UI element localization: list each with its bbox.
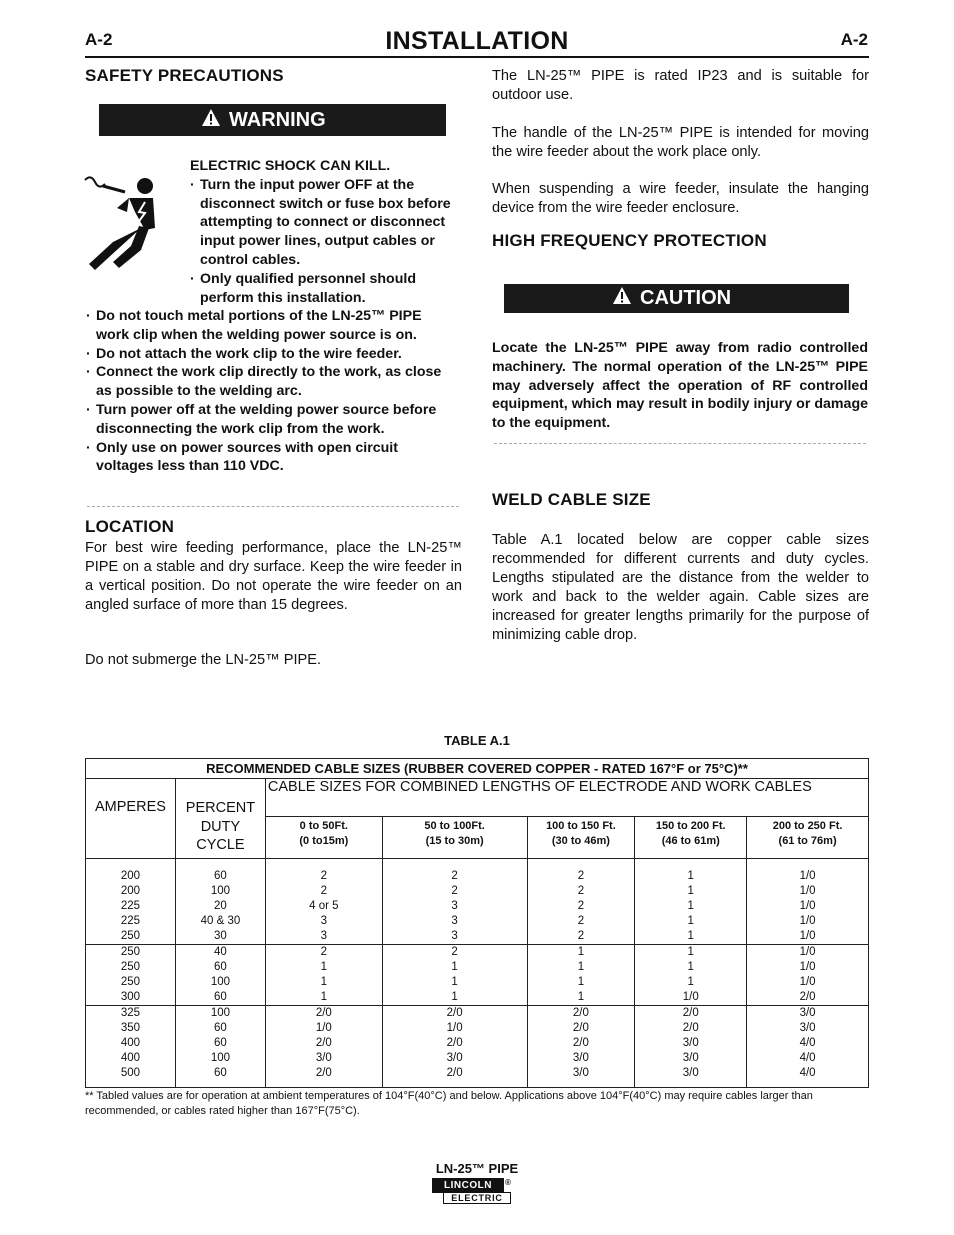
table-cell-value: 1 [687,961,694,973]
length-header: 50 to 100Ft. (15 to 30m) [382,817,527,859]
duty-cycle-cell [175,1006,265,1088]
shock-bullet: · Turn the input power OFF at the disconnect switch or fuse box before attempting to connect or disconnect input power lines, output cables or control cables. [190,176,451,268]
table-cell-value: 2 [577,870,585,882]
cable-size-table [85,758,869,1088]
table-footnote: ** Tabled values are for operation at ambient temperatures of 104°F(40°C) and below. Applications above 104°F(40°C) may require cables larger than recommended, or cables rated higher than 167°F(75°C). [85,1090,813,1117]
table-cell-value: 3/0 [682,1067,699,1079]
handle-paragraph: The handle of the LN-25™ PIPE is intended for moving the wire feeder about the work place only. [492,125,869,160]
table-cell-value: 400 [120,1052,141,1064]
section-divider [494,443,866,444]
table-cell-value: 1/0 [799,976,816,988]
table-cell-value: 1/0 [799,946,816,958]
location-heading: LOCATION [85,517,175,536]
table-cell-value: 2/0 [446,1067,463,1079]
table-cell-value: 1 [320,961,328,973]
warning-banner [99,104,446,136]
cable-size-cell [265,1006,382,1088]
table-cell-value: 3 [451,930,458,942]
table-cell-value: 200 [120,885,141,897]
safety-bullet: · Turn power off at the welding power source before disconnecting the work clip from the work. [86,401,437,437]
table-cell-value: 1/0 [315,1022,332,1034]
safety-bullet: · Connect the work clip directly to the work, as close as possible to the welding arc. [86,364,442,400]
safety-bullet: · Do not touch metal portions of the LN-25™ PIPE work clip when the welding power source is on. [86,308,422,343]
table-cell-value: 4/0 [799,1052,816,1064]
duty-cycle-cell [175,859,265,945]
cable-size-cell [747,945,869,1006]
cable-length-group-header: CABLE SIZES FOR COMBINED LENGTHS OF ELECTRODE AND WORK CABLES [265,779,868,817]
location-paragraph: For best wire feeding performance, place the LN-25™ PIPE on a stable and dry surface. Keep the wire feeder in a vertical position. Do not operate the wire feeder on an angled surface of more than 15 degrees. [85,540,462,613]
table-cell-value: 100 [210,976,231,988]
table-cell-value: 1/0 [799,885,816,897]
shock-warning-block [190,157,455,307]
table-cell-value: 225 [120,900,141,912]
electric-shock-icon [83,172,179,272]
table-cell-value: 250 [120,930,141,942]
table-cell-value: 1 [687,885,694,897]
cable-size-cell [382,859,527,945]
amperes-cell [86,1006,176,1088]
table-cell-value: 2 [451,885,458,897]
table-cell-value: 3 [320,915,328,927]
table-cell-value: 3/0 [572,1067,589,1079]
table-row-group [86,1006,869,1088]
table-cell-value: 3/0 [799,1022,816,1034]
duty-cycle-header: PERCENT DUTY CYCLE [175,779,265,859]
registered-mark: ® [505,1178,511,1187]
table-cell-value: 1 [687,930,694,942]
length-header: 0 to 50Ft. (0 to15m) [265,817,382,859]
table-cell-value: 2/0 [315,1067,332,1079]
table-cell-value: 350 [120,1022,141,1034]
cable-size-cell [382,1006,527,1088]
table-cell-value: 1/0 [799,870,816,882]
safety-bullet: · Only use on power sources with open circuit voltages less than 110 VDC. [86,439,398,475]
page-title: INSTALLATION [385,27,569,55]
table-body [86,859,869,1088]
safety-bullet: · Do not attach the work clip to the wire feeder. [86,345,402,362]
table-cell-value: 250 [120,976,141,988]
table-cell-value: 60 [214,1067,227,1079]
cable-size-cell [635,1006,747,1088]
safety-bullet-list [86,307,458,476]
table-cell-value: 1 [687,946,694,958]
weld-heading: WELD CABLE SIZE [492,490,651,509]
table-cell-value: 1 [320,976,328,988]
cable-size-cell [635,945,747,1006]
table-cell-value: 2 [577,915,585,927]
table-cell-value: 2/0 [682,1022,699,1034]
table-cell-value: 2/0 [315,1007,332,1019]
amperes-cell [86,945,176,1006]
table-cell-value: 300 [120,991,141,1003]
table-cell-value: 250 [120,961,141,973]
table-cell-value: 2 [320,946,328,958]
lincoln-electric-logo [432,1178,512,1204]
table-cell-value: 2/0 [572,1007,589,1019]
table-cell-value: 100 [210,885,231,897]
table-cell-value: 1/0 [799,900,816,912]
table-cell-value: 4/0 [799,1037,816,1049]
table-cell-value: 4/0 [799,1067,816,1079]
table-cell-value: 2 [320,885,328,897]
hf-caution-text: Locate the LN-25™ PIPE away from radio controlled machinery. The normal operation of the LN-25™ PIPE may adversely affect the operation of RF controlled equipment, which may result in bodily injury or damage to the equipment. [492,340,868,432]
hf-heading: HIGH FREQUENCY PROTECTION [492,231,767,250]
table-cell-value: 1 [687,870,694,882]
table-cell-value: 100 [210,1052,231,1064]
weld-paragraph: Table A.1 located below are copper cable sizes recommended for different currents and duty cycles. Lengths stipulated are the distance from the welder to work and back to the welder again. Cable sizes are increased for greater lengths primarily for the purpose of minimizing cable drop. [492,532,869,643]
table-cell-value: 1 [451,961,458,973]
table-cell-value: 325 [120,1007,141,1019]
table-cell-value: 1/0 [799,915,816,927]
table-cell-value: 2 [577,885,585,897]
page-number-left: A-2 [85,30,113,49]
cable-size-cell [527,1006,635,1088]
table-cell-value: 3/0 [315,1052,332,1064]
length-header: 100 to 150 Ft. (30 to 46m) [527,817,635,859]
table-cell-value: 1 [687,915,694,927]
shock-title: ELECTRIC SHOCK CAN KILL. [190,158,391,174]
table-cell-value: 1 [577,991,585,1003]
table-row-group [86,945,869,1006]
suspend-paragraph: When suspending a wire feeder, insulate the hanging device from the wire feeder enclosure. [492,181,869,216]
table-cell-value: 2/0 [572,1037,589,1049]
table-cell-value: 400 [120,1037,141,1049]
table-cell-value: 2 [577,900,585,912]
table-cell-value: 1 [577,961,585,973]
table-cell-value: 1 [451,976,458,988]
duty-cycle-cell [175,945,265,1006]
table-cell-value: 250 [120,946,141,958]
table-cell-value: 3 [451,900,458,912]
length-header: 200 to 250 Ft. (61 to 76m) [747,817,869,859]
table-cell-value: 1 [320,991,328,1003]
table-cell-value: 2 [451,946,458,958]
table-cell-value: 40 & 30 [200,915,241,927]
cable-size-cell [527,859,635,945]
table-cell-value: 60 [214,1022,227,1034]
shock-bullet: · Only qualified personnel should perform this installation. [190,270,416,306]
footer-product: LN-25™ PIPE [435,1161,519,1176]
table-cell-value: 1 [451,991,458,1003]
table-cell-value: 60 [214,991,227,1003]
table-cell-value: 4 or 5 [309,900,339,912]
table-row-group [86,859,869,945]
table-cell-value: 3 [451,915,458,927]
table-cell-value: 2/0 [446,1037,463,1049]
table-cell-value: 3/0 [682,1052,699,1064]
table-cell-value: 2/0 [682,1007,699,1019]
logo-lincoln: LINCOLN [432,1178,504,1193]
cable-size-cell [747,1006,869,1088]
section-divider [87,506,459,507]
table-label: TABLE A.1 [444,733,510,748]
table-cell-value: 3/0 [446,1052,463,1064]
table-cell-value: 2/0 [799,991,816,1003]
table-cell-value: 3 [320,930,328,942]
caution-triangle-icon [612,286,632,311]
table-cell-value: 2 [451,870,458,882]
table-cell-value: 60 [214,961,227,973]
table-cell-value: 3/0 [682,1037,699,1049]
table-cell-value: 20 [214,900,227,912]
table-title: RECOMMENDED CABLE SIZES (RUBBER COVERED COPPER - RATED 167°F or 75°C)** [86,759,869,779]
rating-paragraph: The LN-25™ PIPE is rated IP23 and is suitable for outdoor use. [492,68,869,103]
table-cell-value: 200 [120,870,141,882]
table-cell-value: 1 [687,976,694,988]
table-cell-value: 60 [214,870,227,882]
table-cell-value: 1/0 [799,961,816,973]
table-cell-value: 1/0 [682,991,699,1003]
cable-size-cell [265,859,382,945]
table-cell-value: 2 [320,870,328,882]
table-cell-value: 40 [214,946,227,958]
table-cell-value: 60 [214,1037,227,1049]
table-cell-value: 500 [120,1067,141,1079]
cable-size-cell [527,945,635,1006]
location-note: Do not submerge the LN-25™ PIPE. [85,652,322,668]
cable-size-cell [747,859,869,945]
logo-electric: ELECTRIC [443,1192,511,1204]
table-cell-value: 1/0 [799,930,816,942]
table-cell-value: 30 [214,930,227,942]
amperes-header: AMPERES [86,779,176,859]
table-cell-value: 1/0 [446,1022,463,1034]
table-cell-value: 2/0 [315,1037,332,1049]
length-header: 150 to 200 Ft. (46 to 61m) [635,817,747,859]
table-cell-value: 1 [577,976,585,988]
caution-label: CAUTION [640,287,732,309]
table-cell-value: 1 [687,900,694,912]
cable-size-cell [635,859,747,945]
cable-size-cell [382,945,527,1006]
cable-size-cell [265,945,382,1006]
table-cell-value: 2 [577,930,585,942]
header-rule [85,56,869,58]
table-cell-value: 2/0 [446,1007,463,1019]
caution-banner [504,284,849,313]
table-cell-value: 3/0 [572,1052,589,1064]
warning-label: WARNING [229,108,326,131]
table-cell-value: 3/0 [799,1007,816,1019]
amperes-cell [86,859,176,945]
table-cell-value: 2/0 [572,1022,589,1034]
table-cell-value: 100 [210,1007,231,1019]
table-cell-value: 225 [120,915,141,927]
warning-triangle-icon [201,108,221,133]
table-cell-value: 1 [577,946,585,958]
safety-heading: SAFETY PRECAUTIONS [85,66,284,85]
page-number-right: A-2 [840,30,868,49]
